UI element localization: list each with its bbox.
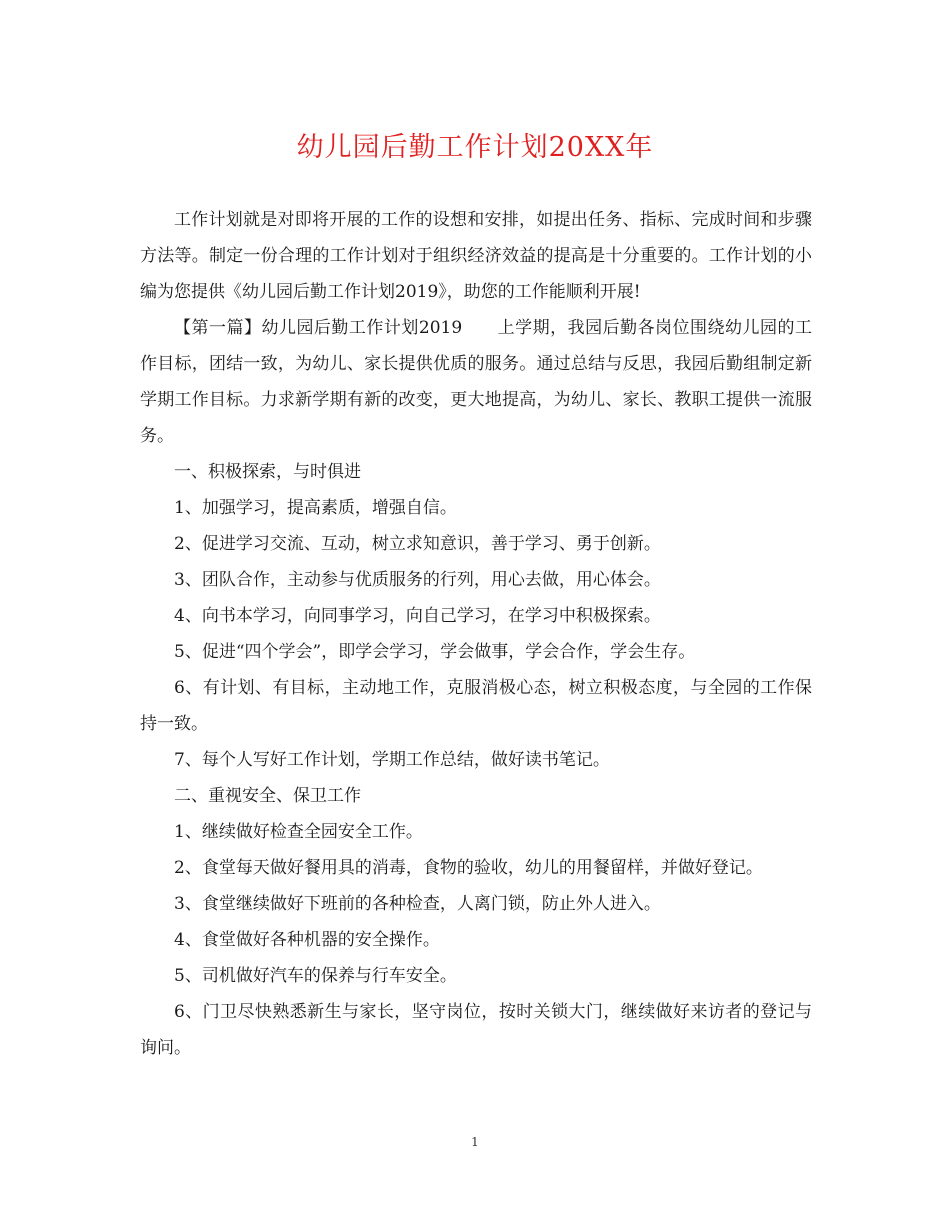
list-item: 2、促进学习交流、互动，树立求知意识，善于学习、勇于创新。 xyxy=(174,534,661,554)
paragraph-first-article: 【第一篇】幼儿园后勤工作计划2019 上学期，我园后勤各岗位围绕幼儿园的工作目标，团结一致，为幼儿、家长提供优质的服务。通过总结与反思，我园后勤组制定新学期工作目标。力求新学期有新的改变，更大地提高，为幼儿、家长、教职工提供一流服务。 xyxy=(140,318,812,446)
document-title: 幼儿园后勤工作计划20XX年 xyxy=(296,132,654,163)
list-item: 6、有计划、有目标，主动地工作，克服消极心态，树立积极态度，与全园的工作保持一致。 xyxy=(140,678,812,734)
list-item: 6、门卫尽快熟悉新生与家长，坚守岗位，按时关锁大门，继续做好来访者的登记与询问。 xyxy=(140,1002,812,1058)
paragraph-intro: 工作计划就是对即将开展的工作的设想和安排，如提出任务、指标、完成时间和步骤方法等。制定一份合理的工作计划对于组织经济效益的提高是十分重要的。工作计划的小编为您提供《幼儿园后勤工作计划2019》，助您的工作能顺利开展! xyxy=(140,210,812,302)
list-item: 4、向书本学习，向同事学习，向自己学习，在学习中积极探索。 xyxy=(174,606,661,626)
list-item: 5、司机做好汽车的保养与行车安全。 xyxy=(174,966,457,986)
list-item: 7、每个人写好工作计划，学期工作总结，做好读书笔记。 xyxy=(174,750,610,770)
section-heading-2: 二、重视安全、保卫工作 xyxy=(174,786,361,806)
list-item: 2、食堂每天做好餐用具的消毒，食物的验收，幼儿的用餐留样，并做好登记。 xyxy=(174,858,763,878)
list-item: 4、食堂做好各种机器的安全操作。 xyxy=(174,930,440,950)
document-body xyxy=(140,202,812,1066)
list-item: 3、团队合作，主动参与优质服务的行列，用心去做，用心体会。 xyxy=(174,570,661,590)
list-item: 5、促进“四个学会”，即学会学习，学会做事，学会合作，学会生存。 xyxy=(174,642,696,662)
list-item: 3、食堂继续做好下班前的各种检查，人离门锁，防止外人进入。 xyxy=(174,894,661,914)
page-number: 1 xyxy=(471,1135,479,1149)
list-item: 1、继续做好检查全园安全工作。 xyxy=(174,822,423,842)
list-item: 1、加强学习，提高素质，增强自信。 xyxy=(174,498,457,518)
section-heading-1: 一、积极探索，与时俱进 xyxy=(174,462,361,482)
